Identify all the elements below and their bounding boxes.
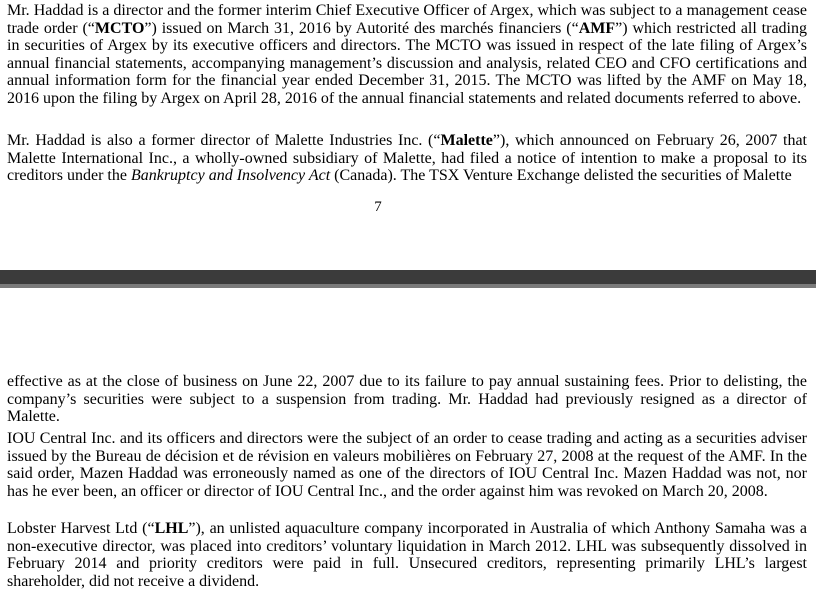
defined-term-amf: AMF <box>578 19 616 37</box>
defined-term-mcto: MCTO <box>94 19 145 37</box>
text-segment: ”) issued on March 31, 2016 by Autorité des marchés financiers (“ <box>144 19 579 37</box>
defined-term-lhl: LHL <box>154 520 189 537</box>
defined-term-malette: Malette <box>440 132 493 149</box>
text-segment: Mr. Haddad is a director and the former interim Chief Executive Officer of Argex, which was subject to a management cease trade order (“ <box>7 2 807 37</box>
document-page-bottom <box>0 288 816 601</box>
text-segment: (Canada). The TSX Venture Exchange delisted the securities of Malette <box>330 167 792 185</box>
paragraph-haddad-argex-mcto <box>7 2 807 108</box>
text-segment: ”) which restricted all trading in securities of Argex by its executive officers and directors. The MCTO was issued in respect of the late filing of Argex’s annual financial statements, accompanying management’s discussion and analysis, related CEO and CFO certifications and annual information form for the financial year ended December 31, 2015. The MCTO was lifted by the AMF on May 18, 2016 upon the filing by Argex on April 28, 2016 of the annual financial statements and related documents referred to above. <box>7 19 807 107</box>
act-title: Bankruptcy and Insolvency Act <box>130 167 331 185</box>
text-segment: Mr. Haddad is also a former director of Malette Industries Inc. (“ <box>7 132 441 149</box>
paragraph-iou-central <box>7 430 807 500</box>
text-segment: ”), which announced on February 26, 2007 that Malette International Inc., a wholly-owned subsidiary of Malette, had filed a notice of intention to make a proposal to its creditors under the <box>7 132 807 185</box>
page-number: 7 <box>374 199 382 215</box>
text-segment: ”), an unlisted aquaculture company incorporated in Australia of which Anthony Samaha was a non-executive director, was placed into creditors’ voluntary liquidation in March 2012. LHL was subsequently dissolved in February 2014 and priority creditors were paid in full. Unsecured creditors, representing primarily LHL’s largest shareholder, did not receive a dividend. <box>7 520 808 590</box>
paragraph-haddad-malette <box>7 132 807 185</box>
paragraph-lobster-harvest <box>7 520 807 590</box>
text-segment: IOU Central Inc. and its officers and directors were the subject of an order to cease trading and acting as a securities adviser issued by the Bureau de décision et de révision en valeurs mobilières on February 27, 2008 at the request of the AMF. In the said order, Mazen Haddad was erroneously named as one of the directors of IOU Central Inc. Mazen Haddad was not, nor has he ever been, an officer or director of IOU Central Inc., and the order against him was revoked on March 20, 2008. <box>7 430 807 500</box>
text-segment: effective as at the close of business on June 22, 2007 due to its failure to pay annual sustaining fees. Prior to delisting, the company’s securities were subject to a suspension from trading. Mr. Haddad had previously resigned as a director of Malette. <box>7 373 807 426</box>
paragraph-malette-delisting <box>7 373 807 426</box>
document-page-top <box>0 0 816 270</box>
text-segment: Lobster Harvest Ltd (“ <box>7 520 155 537</box>
